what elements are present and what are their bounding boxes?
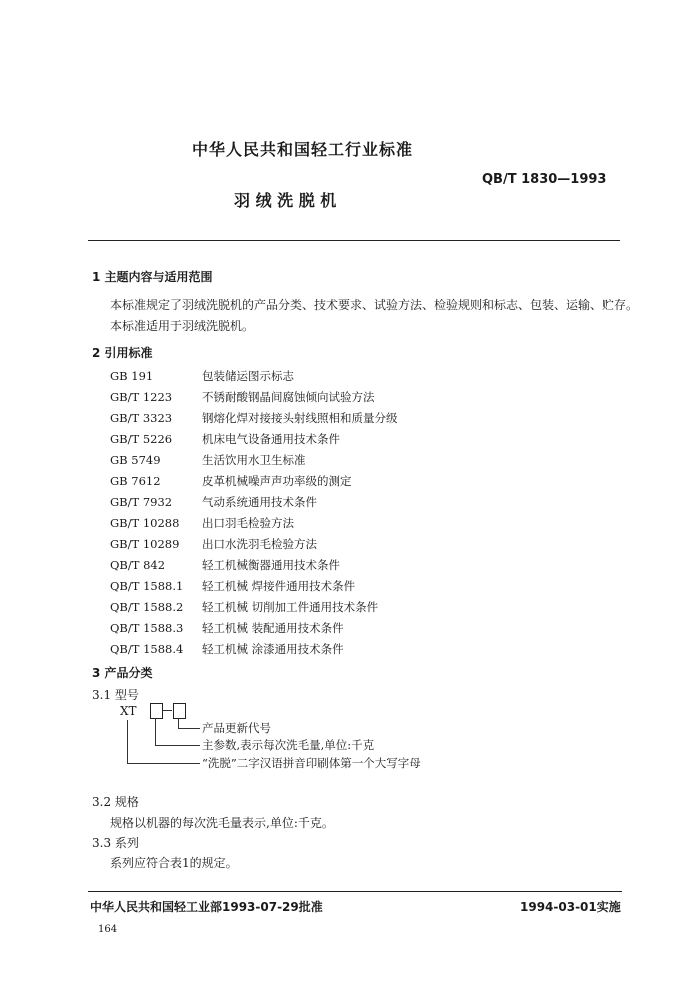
- section-3-heading: 3 产品分类: [92, 666, 153, 680]
- reference-code: GB/T 3323: [110, 411, 173, 425]
- label-main-param: 主参数,表示每次洗毛量,单位:千克: [202, 738, 375, 752]
- leader-horizontal: [178, 728, 200, 729]
- reference-item: [110, 473, 352, 489]
- reference-item: [110, 410, 398, 426]
- section-3-3-text: 系列应符合表1的规定。: [110, 856, 238, 870]
- reference-code: QB/T 1588.3: [110, 621, 184, 635]
- reference-title: 机床电气设备通用技术条件: [202, 432, 340, 446]
- reference-title: 气动系统通用技术条件: [202, 495, 317, 509]
- section-3-3-heading: 3.3 系列: [92, 836, 139, 850]
- label-pinyin-code: “洗脱”二字汉语拼音印刷体第一个大写字母: [202, 756, 421, 770]
- reference-code: QB/T 1588.4: [110, 642, 184, 656]
- approval-note: 中华人民共和国轻工业部1993-07-29批准: [90, 900, 323, 914]
- reference-title: 生活饮用水卫生标准: [202, 453, 306, 467]
- reference-code: GB/T 1223: [110, 390, 173, 404]
- reference-code: GB/T 5226: [110, 432, 173, 446]
- footer-rule: [88, 891, 622, 892]
- standard-number: QB/T 1830—1993: [482, 172, 607, 187]
- leader-horizontal: [155, 745, 200, 746]
- leader-vertical: [155, 718, 156, 745]
- section-3-2-text: 规格以机器的每次洗毛量表示,单位:千克。: [110, 816, 334, 830]
- model-prefix: XT: [120, 704, 137, 718]
- section-3-1-heading: 3.1 型号: [92, 688, 139, 702]
- label-update-code: 产品更新代号: [202, 721, 271, 735]
- reference-title: 轻工机械衡器通用技术条件: [202, 558, 340, 572]
- section-1-heading: 1 主题内容与适用范围: [92, 270, 213, 284]
- reference-item: [110, 599, 378, 615]
- reference-title: 轻工机械 焊接件通用技术条件: [202, 579, 356, 593]
- reference-code: GB/T 10289: [110, 537, 180, 551]
- reference-item: [110, 368, 294, 384]
- leader-horizontal: [127, 763, 200, 764]
- reference-item: [110, 641, 344, 657]
- reference-code: QB/T 1588.1: [110, 579, 184, 593]
- reference-code: QB/T 1588.2: [110, 600, 184, 614]
- reference-item: [110, 494, 317, 510]
- leader-vertical: [178, 718, 179, 728]
- reference-item: [110, 536, 317, 552]
- reference-code: GB/T 10288: [110, 516, 180, 530]
- reference-title: 轻工机械 涂漆通用技术条件: [202, 642, 344, 656]
- reference-title: 钢熔化焊对接接头射线照相和质量分级: [202, 411, 398, 425]
- reference-code: GB 191: [110, 369, 154, 383]
- reference-item: [110, 389, 375, 405]
- reference-item: [110, 620, 344, 636]
- reference-item: [110, 557, 340, 573]
- reference-code: GB 7612: [110, 474, 161, 488]
- reference-item: [110, 515, 294, 531]
- section-1-para-1: 本标准规定了羽绒洗脱机的产品分类、技术要求、试验方法、检验规则和标志、包装、运输、贮存。: [110, 298, 639, 312]
- document-title: 羽 绒 洗 脱 机: [234, 191, 337, 210]
- reference-item: [110, 431, 340, 447]
- header-rule: [88, 240, 620, 241]
- reference-title: 轻工机械 装配通用技术条件: [202, 621, 344, 635]
- section-1-para-2: 本标准适用于羽绒洗脱机。: [110, 319, 255, 333]
- section-2-heading: 2 引用标准: [92, 346, 153, 360]
- reference-title: 出口羽毛检验方法: [202, 516, 294, 530]
- reference-title: 包装储运图示标志: [202, 369, 294, 383]
- reference-item: [110, 452, 306, 468]
- update-code-box: [173, 703, 186, 719]
- reference-title: 皮革机械噪声声功率级的测定: [202, 474, 352, 488]
- implementation-date: 1994-03-01实施: [520, 900, 621, 914]
- main-param-box: [150, 703, 163, 719]
- reference-item: [110, 578, 355, 594]
- reference-code: QB/T 842: [110, 558, 166, 572]
- reference-title: 轻工机械 切削加工件通用技术条件: [202, 600, 379, 614]
- reference-code: GB/T 7932: [110, 495, 173, 509]
- page-number: 164: [98, 924, 118, 935]
- reference-title: 出口水洗羽毛检验方法: [202, 537, 317, 551]
- leader-vertical: [127, 720, 128, 763]
- reference-code: GB 5749: [110, 453, 161, 467]
- box-dash: [163, 710, 172, 711]
- section-3-2-heading: 3.2 规格: [92, 795, 139, 809]
- issuing-body-title: 中华人民共和国轻工行业标准: [192, 140, 414, 159]
- reference-title: 不锈耐酸钢晶间腐蚀倾向试验方法: [202, 390, 375, 404]
